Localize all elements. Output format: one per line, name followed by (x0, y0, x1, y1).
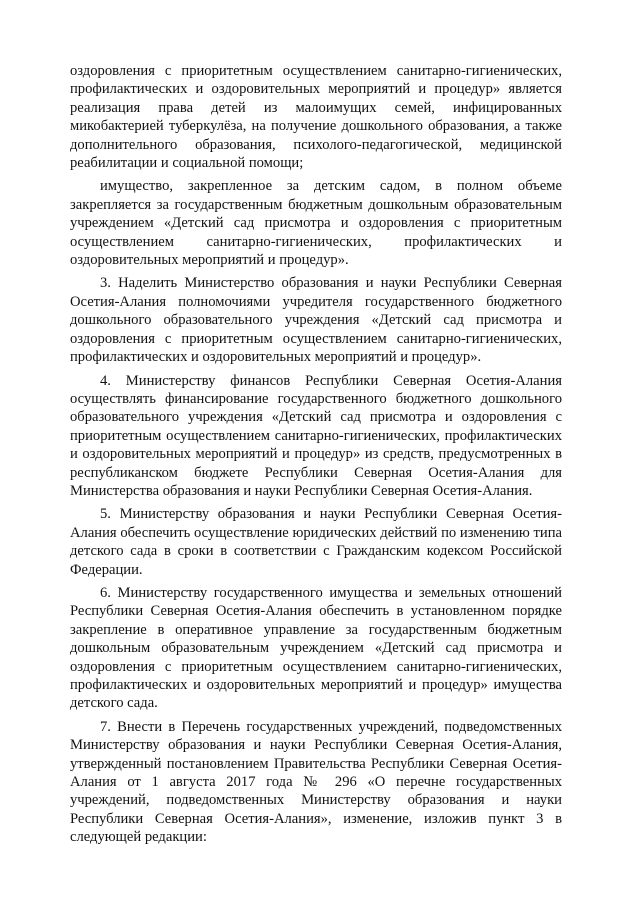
paragraph-continuation: оздоровления с приоритетным осуществлением санитарно-гигиенических, профилактических и оздоровительных мероприятий и процедур» является реализация права детей из малоимущих семей, инфицированных микобактерией туберкулёза, на получение дошкольного образования, а также дополнительного образования, психолого-педагогической, медицинской реабилитации и социальной помощи; (70, 63, 562, 172)
paragraph-property-transfer: имущество, закрепленное за детским садом, в полном объеме закрепляется за государственным бюджетным дошкольным образовательным учреждением «Детский сад присмотра и оздоровления с приоритетным осуществлением санитарно-гигиенических, профилактических и оздоровительных мероприятий и процедур». (70, 178, 562, 269)
paragraph-item-6: 6. Министерству государственного имущества и земельных отношений Республики Северная Осетия-Алания обеспечить в установленном порядке закрепление в оперативное управление за государственным бюджетным дошкольным образовательным учреждением «Детский сад присмотра и оздоровления с приоритетным осуществлением санитарно-гигиенических, профилактических и оздоровительных мероприятий и процедур» имущества детского сада. (70, 584, 562, 712)
paragraph-item-5: 5. Министерству образования и науки Республики Северная Осетия-Алания обеспечить осуществление юридических действий по изменению типа детского сада в сроки в соответствии с Гражданским кодексом Российской Федерации. (70, 506, 562, 578)
paragraph-item-4: 4. Министерству финансов Республики Северная Осетия-Алания осуществлять финансирование государственного бюджетного дошкольного образовательного учреждения «Детский сад присмотра и оздоровления с приоритетным осуществлением санитарно-гигиенических, профилактических и оздоровительных мероприятий и процедур» из средств, предусмотренных в республиканском бюджете Республики Северная Осетия-Алания для Министерства образования и науки Республики Северная Осетия-Алания. (70, 372, 562, 499)
paragraph-item-7: 7. Внести в Перечень государственных учреждений, подведомственных Министерству образования и науки Республики Северная Осетия-Алания, утвержденный постановлением Правительства Республики Северная Осетия-Алания от 1 августа 2017 года № 296 «О перечне государственных учреждений, подведомственных Министерству образования и науки Республики Северная Осетия-Алания», изменение, изложив пункт 3 в следующей редакции: (70, 718, 562, 846)
document-page (70, 62, 562, 847)
paragraph-item-3: 3. Наделить Министерство образования и науки Республики Северная Осетия-Алания полномочиями учредителя государственного бюджетного дошкольного образовательного учреждения «Детский сад присмотра и оздоровления с приоритетным осуществлением санитарно-гигиенических, профилактических и оздоровительных мероприятий и процедур». (70, 275, 562, 366)
